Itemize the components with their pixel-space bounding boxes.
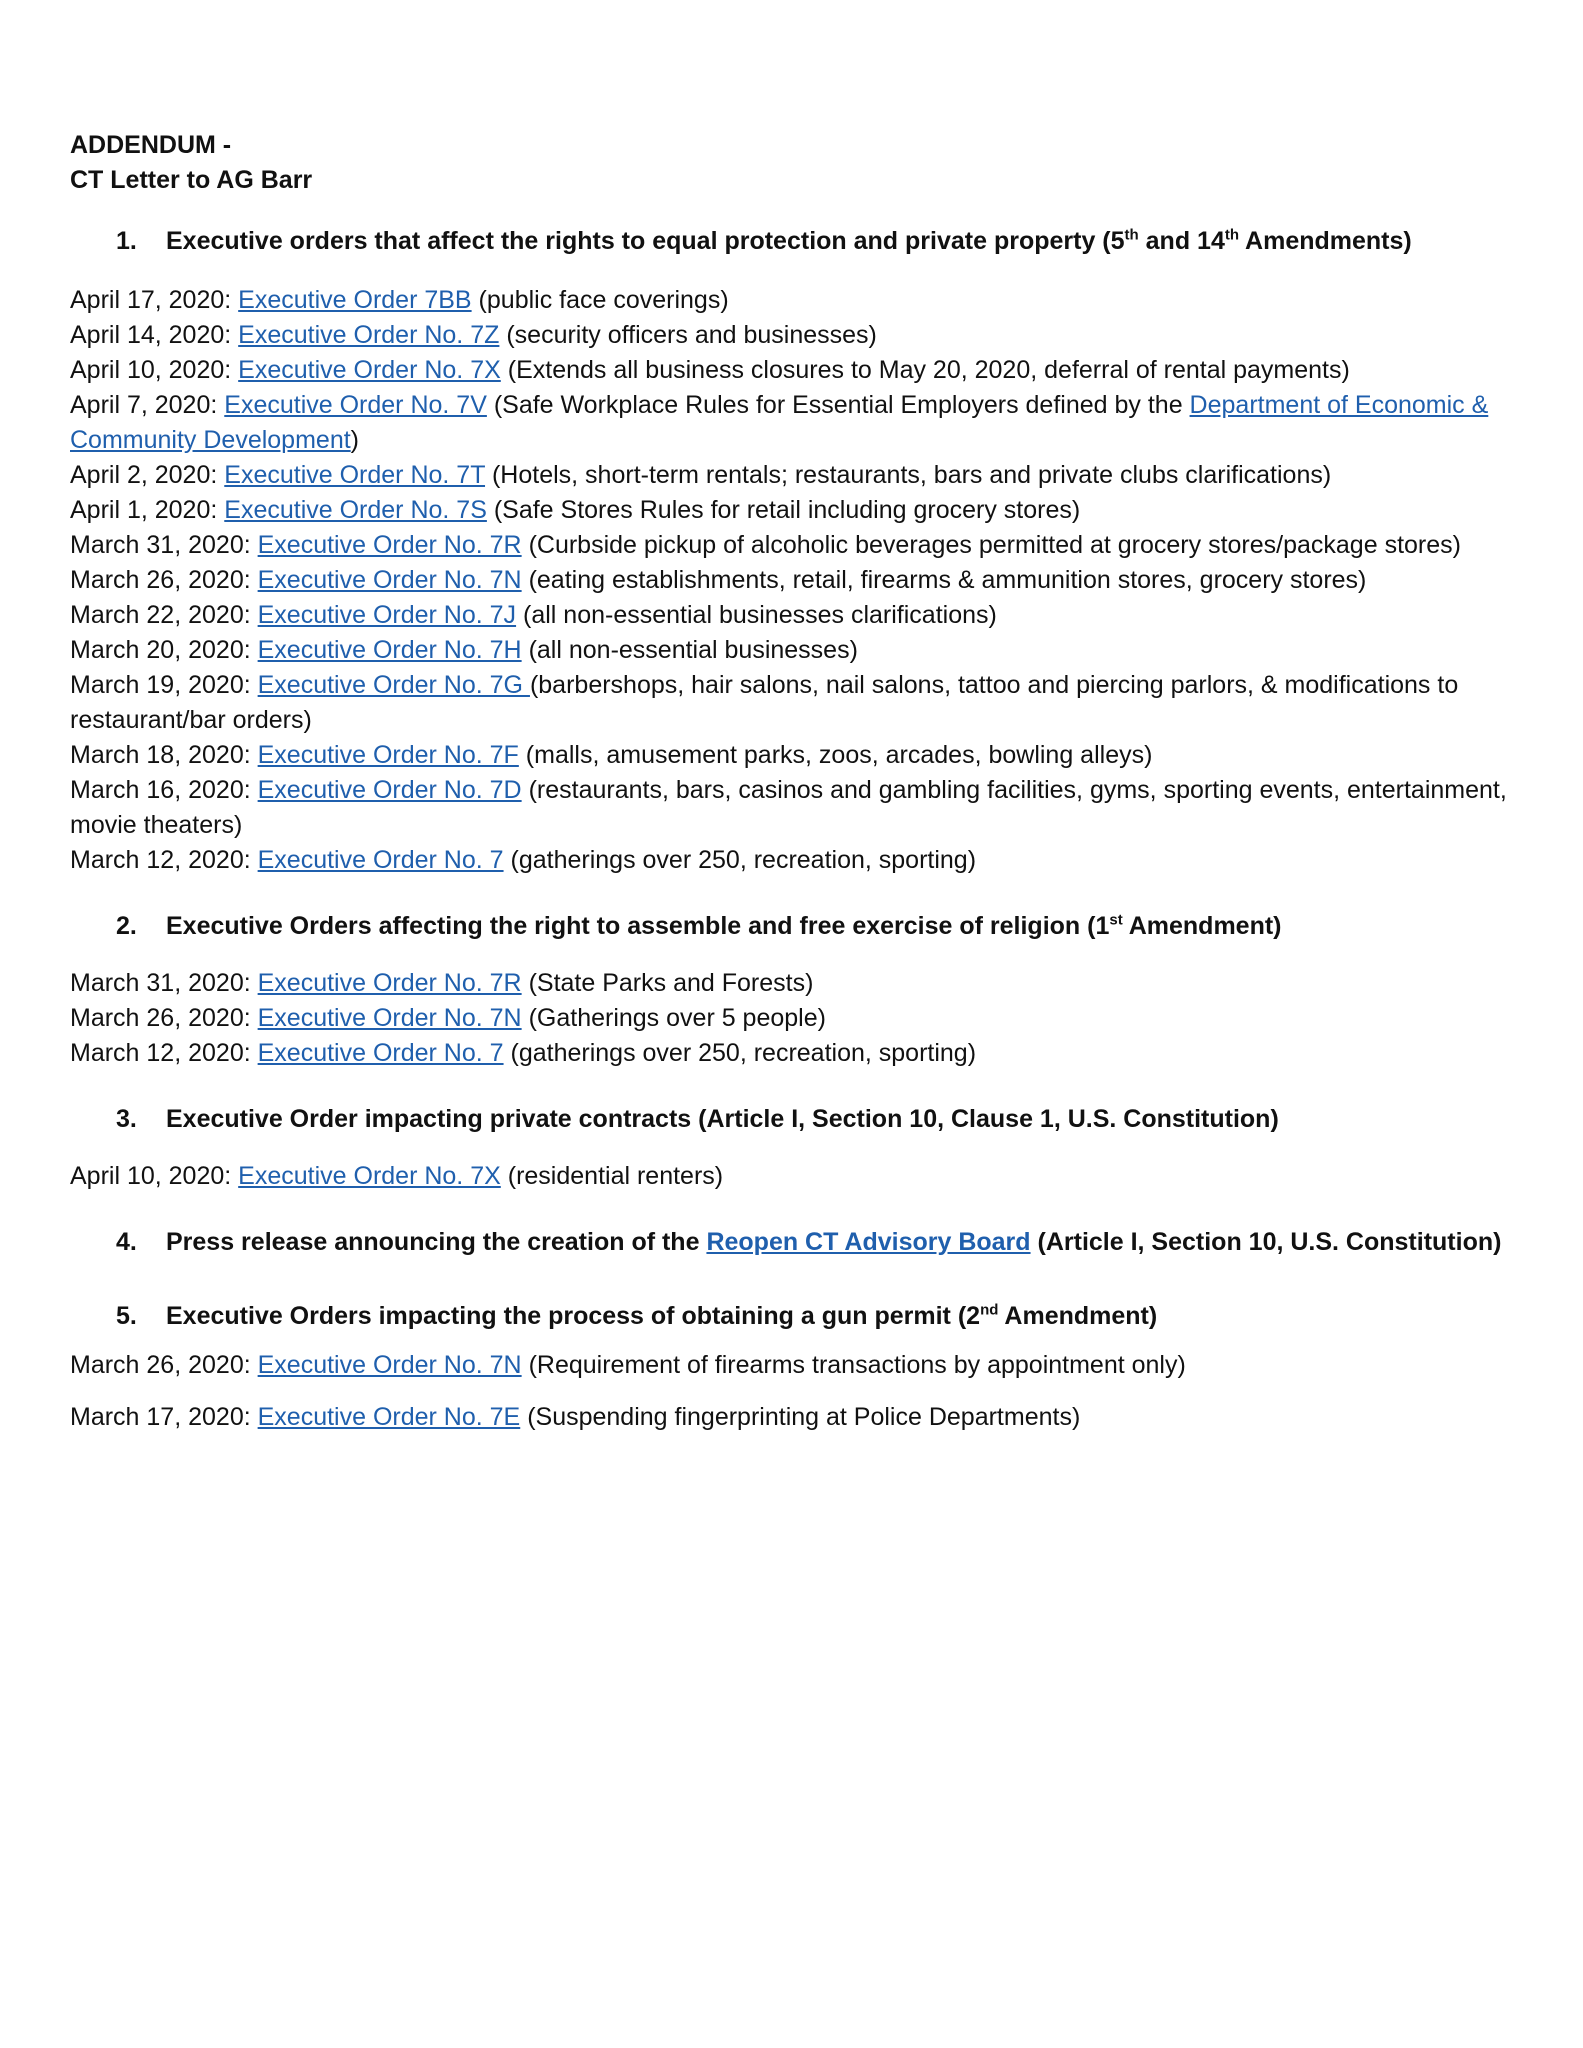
section-5 bbox=[70, 1298, 1530, 1435]
list-item: March 22, 2020: Executive Order No. 7J (all non-essential businesses clarifications) bbox=[70, 601, 997, 629]
executive-order-link[interactable]: Executive Order No. 7E bbox=[257, 1403, 521, 1431]
list-item: March 17, 2020: Executive Order No. 7E (Suspending fingerprinting at Police Departments) bbox=[70, 1403, 1081, 1431]
executive-order-link[interactable]: Executive Order No. 7F bbox=[257, 741, 519, 769]
section-1 bbox=[70, 223, 1530, 878]
section-4 bbox=[70, 1224, 1530, 1260]
list-item: April 10, 2020: Executive Order No. 7X (Extends all business closures to May 20, 2020, deferral of rental payments) bbox=[70, 356, 1350, 384]
section-number: 1. bbox=[116, 227, 137, 255]
list-item: April 10, 2020: Executive Order No. 7X (residential renters) bbox=[70, 1162, 724, 1190]
list-item: March 31, 2020: Executive Order No. 7R (State Parks and Forests) bbox=[70, 969, 814, 997]
list-item: March 20, 2020: Executive Order No. 7H (all non-essential businesses) bbox=[70, 636, 858, 664]
document-page bbox=[70, 128, 1530, 1435]
section-title-text: Executive orders that affect the rights to equal protection and private property (5th and 14th Amendments) bbox=[166, 226, 1412, 255]
list-item: March 12, 2020: Executive Order No. 7 (gatherings over 250, recreation, sporting) bbox=[70, 846, 977, 874]
section-title-text: Executive Order impacting private contracts (Article I, Section 10, Clause 1, U.S. Constitution) bbox=[166, 1105, 1279, 1133]
section-3 bbox=[70, 1101, 1530, 1194]
section-5-title bbox=[70, 1298, 1530, 1334]
executive-order-link[interactable]: Executive Order No. 7 bbox=[257, 846, 504, 874]
executive-order-link[interactable]: Executive Order No. 7X bbox=[238, 356, 501, 384]
section-3-entries bbox=[70, 1159, 1530, 1194]
section-title-text: Press release announcing the creation of the Reopen CT Advisory Board (Article I, Section 10, U.S. Constitution) bbox=[166, 1228, 1502, 1256]
list-item: April 7, 2020: Executive Order No. 7V (Safe Workplace Rules for Essential Employers defined by the Department of Economic & Community Development) bbox=[70, 391, 1489, 454]
decd-link[interactable]: Department of Economic & Community Development bbox=[70, 391, 1489, 454]
addendum-heading: ADDENDUM - bbox=[70, 131, 232, 159]
executive-order-link[interactable]: Executive Order 7BB bbox=[238, 286, 472, 314]
executive-order-link[interactable]: Executive Order No. 7D bbox=[257, 776, 522, 804]
section-number: 4. bbox=[116, 1228, 137, 1256]
list-item: April 17, 2020: Executive Order 7BB (public face coverings) bbox=[70, 286, 729, 314]
section-4-title bbox=[70, 1224, 1530, 1260]
list-item: March 12, 2020: Executive Order No. 7 (gatherings over 250, recreation, sporting) bbox=[70, 1039, 977, 1067]
section-2-entries bbox=[70, 966, 1530, 1071]
list-item: March 26, 2020: Executive Order No. 7N (Gatherings over 5 people) bbox=[70, 1004, 826, 1032]
executive-order-link[interactable]: Executive Order No. 7R bbox=[257, 969, 522, 997]
list-item: March 19, 2020: Executive Order No. 7G (barbershops, hair salons, nail salons, tattoo and piercing parlors, & modifications to restaurant/bar orders) bbox=[70, 671, 1459, 734]
executive-order-link[interactable]: Executive Order No. 7T bbox=[224, 461, 486, 489]
section-1-entries bbox=[70, 283, 1530, 878]
list-item: March 31, 2020: Executive Order No. 7R (Curbside pickup of alcoholic beverages permitted at grocery stores/package stores) bbox=[70, 531, 1461, 559]
executive-order-link[interactable]: Executive Order No. 7X bbox=[238, 1162, 501, 1190]
list-item: March 26, 2020: Executive Order No. 7N (Requirement of firearms transactions by appointment only) bbox=[70, 1351, 1186, 1379]
executive-order-link[interactable]: Executive Order No. 7G bbox=[257, 671, 530, 699]
list-item: March 16, 2020: Executive Order No. 7D (restaurants, bars, casinos and gambling facilities, gyms, sporting events, entertainment, movie theaters) bbox=[70, 776, 1507, 839]
section-title-text: Executive Orders impacting the process of obtaining a gun permit (2nd Amendment) bbox=[166, 1301, 1158, 1330]
executive-order-link[interactable]: Executive Order No. 7V bbox=[224, 391, 487, 419]
reopen-ct-advisory-board-link[interactable]: Reopen CT Advisory Board bbox=[706, 1228, 1031, 1256]
executive-order-link[interactable]: Executive Order No. 7Z bbox=[238, 321, 500, 349]
executive-order-link[interactable]: Executive Order No. 7N bbox=[257, 566, 522, 594]
executive-order-link[interactable]: Executive Order No. 7N bbox=[257, 1004, 522, 1032]
executive-order-link[interactable]: Executive Order No. 7N bbox=[257, 1351, 522, 1379]
executive-order-link[interactable]: Executive Order No. 7S bbox=[224, 496, 487, 524]
section-2-title bbox=[70, 908, 1530, 944]
executive-order-link[interactable]: Executive Order No. 7J bbox=[257, 601, 517, 629]
list-item: April 2, 2020: Executive Order No. 7T (Hotels, short-term rentals; restaurants, bars and private clubs clarifications) bbox=[70, 461, 1332, 489]
section-number: 5. bbox=[116, 1302, 137, 1330]
document-subtitle: CT Letter to AG Barr bbox=[70, 166, 313, 194]
section-3-title bbox=[70, 1101, 1530, 1137]
section-title-text: Executive Orders affecting the right to assemble and free exercise of religion (1st Amendment) bbox=[166, 911, 1282, 940]
list-item: April 1, 2020: Executive Order No. 7S (Safe Stores Rules for retail including grocery stores) bbox=[70, 496, 1081, 524]
section-5-entries bbox=[70, 1348, 1530, 1435]
section-1-title bbox=[70, 223, 1530, 259]
executive-order-link[interactable]: Executive Order No. 7H bbox=[257, 636, 522, 664]
section-2 bbox=[70, 908, 1530, 1071]
section-number: 3. bbox=[116, 1105, 137, 1133]
section-number: 2. bbox=[116, 912, 137, 940]
executive-order-link[interactable]: Executive Order No. 7 bbox=[257, 1039, 504, 1067]
list-item: April 14, 2020: Executive Order No. 7Z (security officers and businesses) bbox=[70, 321, 877, 349]
list-item: March 18, 2020: Executive Order No. 7F (malls, amusement parks, zoos, arcades, bowling alleys) bbox=[70, 741, 1153, 769]
list-item: March 26, 2020: Executive Order No. 7N (eating establishments, retail, firearms & ammunition stores, grocery stores) bbox=[70, 566, 1367, 594]
executive-order-link[interactable]: Executive Order No. 7R bbox=[257, 531, 522, 559]
